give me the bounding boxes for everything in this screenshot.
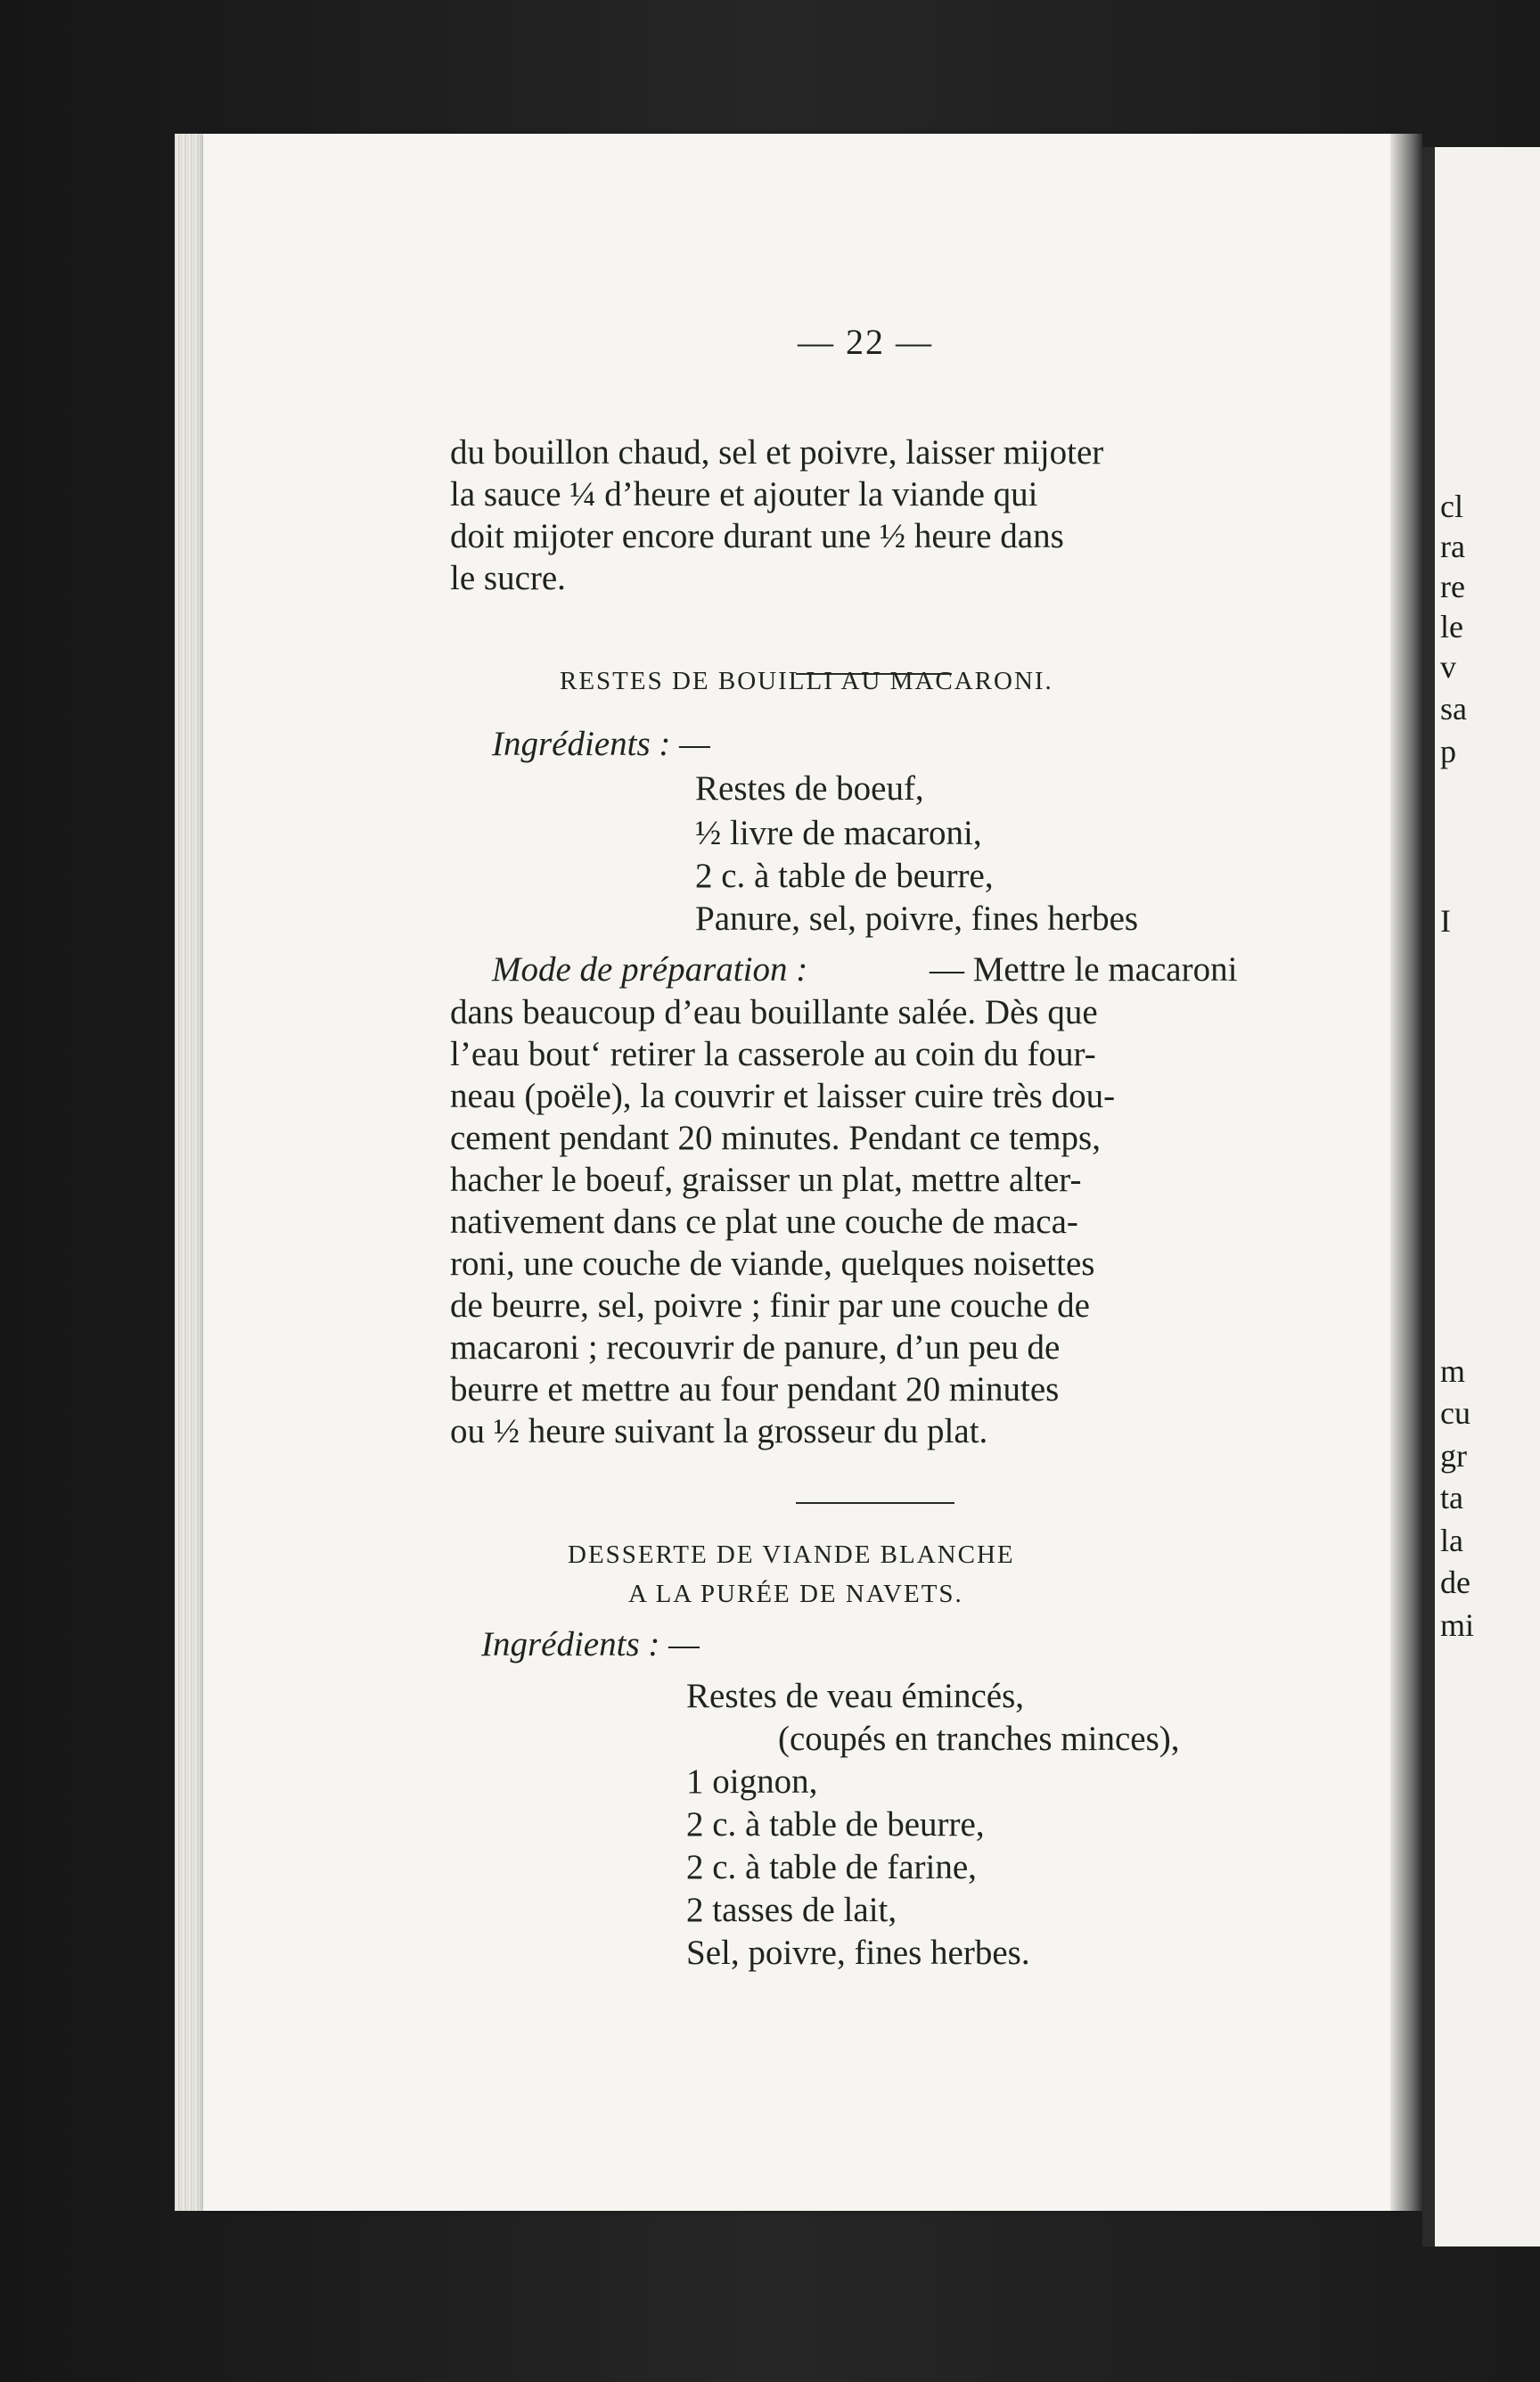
adjacent-page-fragment: de xyxy=(1440,1565,1470,1600)
adjacent-page-fragment: mi xyxy=(1440,1607,1475,1643)
adjacent-page-fragment: gr xyxy=(1440,1438,1467,1474)
page-number: — 22 — xyxy=(798,322,933,362)
ingredient-item: 2 c. à table de farine, xyxy=(686,1848,977,1886)
ingredient-item: (coupés en tranches minces), xyxy=(778,1720,1180,1758)
adjacent-page-fragment: ra xyxy=(1440,529,1465,564)
page-gutter-shadow xyxy=(1390,134,1422,2211)
adjacent-page-fragment: sa xyxy=(1440,691,1467,727)
text-line: la sauce ¼ d’heure et ajouter la viande qui xyxy=(450,475,1038,513)
ingredient-item: 2 c. à table de beurre, xyxy=(695,857,994,895)
text-line: le sucre. xyxy=(450,559,566,597)
ingredients-label: Ingrédients : — xyxy=(481,1625,700,1663)
adjacent-page-fragment: cl xyxy=(1440,489,1463,524)
text-line: hacher le boeuf, graisser un plat, mettre alter- xyxy=(450,1161,1082,1199)
text-line: beurre et mettre au four pendant 20 minutes xyxy=(450,1370,1060,1409)
adjacent-page xyxy=(1422,147,1540,2246)
adjacent-page-fragment: re xyxy=(1440,569,1465,604)
ingredient-item: Restes de boeuf, xyxy=(695,769,924,808)
ingredient-item: Panure, sel, poivre, fines herbes xyxy=(695,899,1139,938)
text-line: ou ½ heure suivant la grosseur du plat. xyxy=(450,1412,988,1450)
recipe-title: DESSERTE DE VIANDE BLANCHE xyxy=(568,1540,1015,1569)
text-line: neau (poële), la couvrir et laisser cuire très dou- xyxy=(450,1077,1116,1115)
adjacent-page-fragment: m xyxy=(1440,1353,1466,1389)
text-line: macaroni ; recouvrir de panure, d’un peu de xyxy=(450,1328,1061,1367)
text-line: dans beaucoup d’eau bouillante salée. Dès que xyxy=(450,993,1098,1031)
text-line: l’eau bout‘ retirer la casserole au coin du four- xyxy=(450,1035,1096,1073)
adjacent-page-fragment: p xyxy=(1440,734,1456,769)
adjacent-page-fragment: cu xyxy=(1440,1395,1470,1431)
ingredient-item: 1 oignon, xyxy=(686,1762,818,1801)
adjacent-page-fragment: v xyxy=(1440,649,1456,685)
section-divider xyxy=(796,1502,954,1504)
text-line: cement pendant 20 minutes. Pendant ce temps, xyxy=(450,1119,1101,1157)
adjacent-page-fragment: la xyxy=(1440,1523,1463,1558)
text-line: nativement dans ce plat une couche de maca- xyxy=(450,1203,1078,1241)
text-line: du bouillon chaud, sel et poivre, laisser mijoter xyxy=(450,433,1104,472)
method-paragraph xyxy=(450,991,1301,1452)
adjacent-page-fragment: ta xyxy=(1440,1480,1463,1515)
text-line: — Mettre le macaroni xyxy=(930,950,1238,989)
recipe-title: RESTES DE BOUILLI AU MACARONI. xyxy=(560,667,1053,695)
adjacent-page-fragment: I xyxy=(1440,903,1451,939)
method-label: Mode de préparation : xyxy=(492,950,808,989)
ingredients-label: Ingrédients : — xyxy=(492,725,710,763)
page-edge xyxy=(175,134,205,2211)
ingredient-item: Sel, poivre, fines herbes. xyxy=(686,1934,1030,1972)
ingredient-item: 2 c. à table de beurre, xyxy=(686,1805,985,1844)
intro-paragraph xyxy=(450,431,1301,599)
recipe-title: A LA PURÉE DE NAVETS. xyxy=(628,1580,963,1608)
ingredient-item: ½ livre de macaroni, xyxy=(695,814,982,852)
ingredient-item: Restes de veau émincés, xyxy=(686,1677,1025,1715)
text-line: roni, une couche de viande, quelques noisettes xyxy=(450,1244,1095,1283)
ingredient-item: 2 tasses de lait, xyxy=(686,1891,897,1929)
text-line: de beurre, sel, poivre ; finir par une couche de xyxy=(450,1286,1090,1325)
text-line: doit mijoter encore durant une ½ heure dans xyxy=(450,517,1064,555)
adjacent-page-fragment: le xyxy=(1440,609,1463,645)
